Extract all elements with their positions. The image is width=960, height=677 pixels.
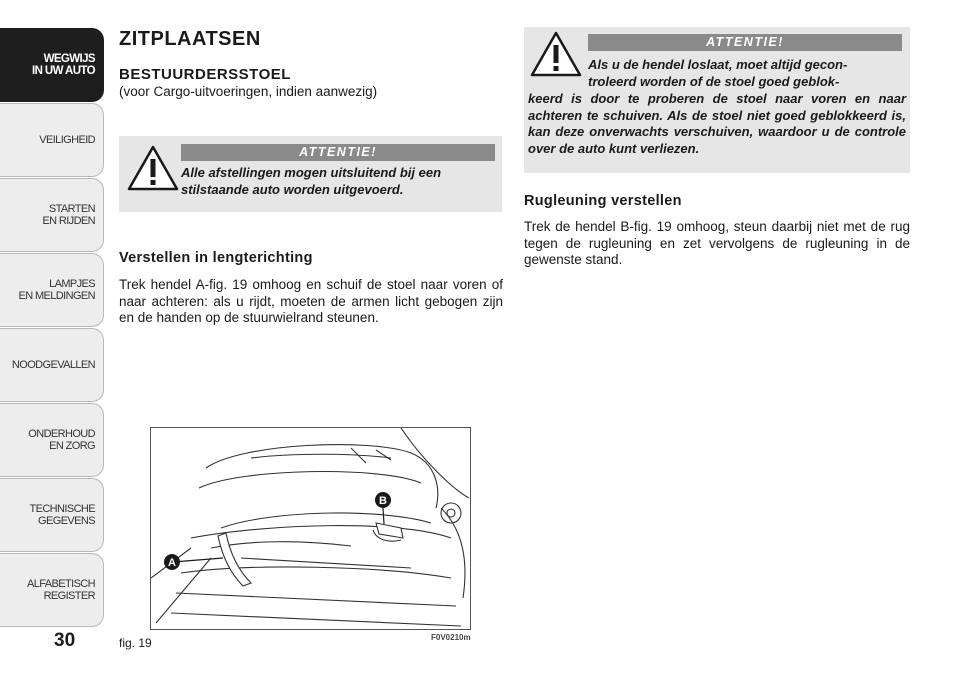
tab-noodgevallen[interactable] — [0, 328, 104, 402]
warning-triangle-icon — [530, 31, 582, 77]
paragraph-lengterichting: Trek hendel A-fig. 19 omhoog en schuif de stoel naar voren of naar achteren: als u rijdt, moeten de armen licht gebogen zijn en de handen op de stuurwielrand steunen. — [119, 277, 503, 325]
tab-technische[interactable] — [0, 478, 104, 552]
figure-seat-levers — [150, 427, 471, 630]
tab-veiligheid[interactable] — [0, 103, 104, 177]
section-heading: BESTUURDERSSTOEL — [119, 66, 291, 83]
tab-label: LAMPJES EN MELDINGEN — [18, 278, 95, 302]
tab-lampjes[interactable] — [0, 253, 104, 327]
warning-text-line-1: Als u de hendel loslaat, moet altijd gecon- — [588, 57, 848, 72]
heading-lengterichting: Verstellen in lengterichting — [119, 250, 313, 266]
tab-label: WEGWIJS IN UW AUTO — [32, 53, 95, 77]
page-title: ZITPLAATSEN — [119, 28, 261, 50]
warning-box-right — [524, 27, 910, 173]
attention-label: ATTENTIE! — [588, 34, 902, 51]
attention-label: ATTENTIE! — [181, 144, 495, 161]
tab-label: STARTEN EN RIJDEN — [42, 203, 95, 227]
warning-text: Alle afstellingen mogen uitsluitend bij een stilstaande auto worden uitgevoerd. — [181, 165, 442, 197]
tab-onderhoud[interactable] — [0, 403, 104, 477]
tab-label: NOODGEVALLEN — [11, 359, 95, 371]
marker-a-label: A — [168, 557, 176, 569]
tab-starten[interactable] — [0, 178, 104, 252]
tab-label: ALFABETISCH REGISTER — [27, 578, 95, 602]
page-number: 30 — [54, 630, 76, 651]
heading-rugleuning: Rugleuning verstellen — [524, 193, 682, 209]
tab-label: TECHNISCHE GEGEVENS — [29, 503, 95, 527]
figure-code: F0V0210m — [431, 633, 471, 642]
tab-label: ONDERHOUD EN ZORG — [28, 428, 95, 452]
seat-illustration — [151, 428, 472, 631]
marker-b-label: B — [379, 495, 387, 507]
marker-a — [164, 554, 180, 570]
warning-triangle-icon — [127, 145, 179, 191]
warning-box-left — [119, 136, 502, 212]
tab-label: VEILIGHEID — [39, 134, 95, 146]
tab-alfabetisch[interactable] — [0, 553, 104, 627]
paragraph-rugleuning: Trek de hendel B-fig. 19 omhoog, steun daarbij niet met de rug tegen de rugleuning en zet vervolgens de rugleuning in de gewenste stand. — [524, 219, 910, 267]
figure-caption: fig. 19 — [119, 636, 152, 650]
marker-b — [375, 492, 391, 508]
warning-text-rest: keerd is door te proberen de stoel naar voren en naar achteren te schuiven. Als de stoel niet goed geblokkeerd is, kan deze onverwachts verschuiven, waardoor u de controle over de auto kunt verliezen. — [528, 91, 906, 156]
tab-wegwijs[interactable] — [0, 28, 104, 102]
warning-text-line-2: troleerd worden of de stoel goed geblok- — [588, 74, 840, 89]
section-subtitle: (voor Cargo-uitvoeringen, indien aanwezig) — [119, 84, 378, 99]
